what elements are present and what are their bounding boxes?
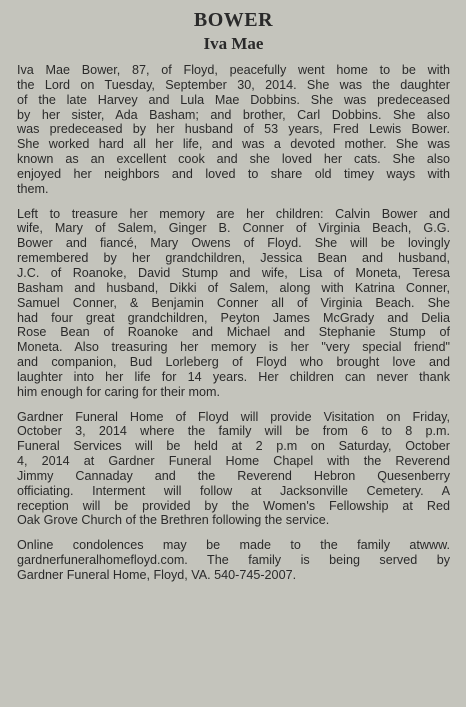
text-line: gardnerfuneralhomefloyd.com. The family is being served by [17,553,450,568]
text-line: Moneta. Also treasuring her memory is her "very special friend" [17,340,450,355]
text-line: She worked hard all her life, and was a devoted mother. She was [17,137,450,152]
text-line: by her sister, Ada Basham; and brother, Carl Dobbins. She also [17,107,450,122]
text-line: wife, Mary of Salem, Ginger B. Conner of Virginia Beach, G.G. [17,221,450,236]
paragraph-biography [17,63,450,197]
text-line: remembered by her grandchildren, Jessica Bean and husband, [17,251,450,266]
text-line: Iva Mae Bower, 87, of Floyd, peacefully went home to be with [17,63,450,77]
paragraph-condolences [17,538,450,583]
text-line: Basham and husband, Dikki of Salem, along with Katrina Conner, [17,280,450,295]
text-line: reception will be provided by the Women's Fellowship at Red [17,498,450,513]
text-line: and companion, Bud Lorleberg of Floyd who brought love and [17,355,450,370]
obituary-surname: BOWER [193,9,274,31]
text-line: had four great grandchildren, Peyton James McGrady and Delia [17,310,450,325]
text-line: Gardner Funeral Home of Floyd will provide Visitation on Friday, [17,409,450,424]
paragraph-services [17,410,450,529]
text-line: Rose Bean of Roanoke and Michael and Stephanie Stump of [17,325,450,340]
text-line: officiating. Interment will follow at Jacksonville Cemetery. A [17,483,450,498]
text-line: Jimmy Cannaday and the Reverend Hebron Quesenberry [17,468,450,483]
text-line: Samuel Conner, & Benjamin Conner all of Virginia Beach. She [17,295,450,310]
text-line: Gardner Funeral Home, Floyd, VA. 540-745-2007. [17,568,297,582]
text-line: October 3, 2014 where the family will be from 6 to 8 p.m. [17,424,450,439]
text-line: 4, 2014 at Gardner Funeral Home Chapel with the Reverend [17,454,450,469]
text-line: of the late Harvey and Lula Mae Dobbins. She was predeceased [17,92,450,107]
text-line: known as an excellent cook and she loved her cats. She also [17,152,450,167]
text-line: him enough for caring for their mom. [17,384,220,399]
text-line: was predeceased by her husband of 53 years, Fred Lewis Bower. [17,122,450,137]
text-line: Left to treasure her memory are her children: Calvin Bower and [17,206,450,221]
text-line: the Lord on Tuesday, September 30, 2014. She was the daughter [17,77,450,92]
text-line: Online condolences may be made to the family atwww. [17,538,450,553]
text-line: laughter into her life for 14 years. Her children can never thank [17,369,450,384]
paragraph-survivors [17,207,450,400]
obituary-given-name: Iva Mae [203,34,264,53]
text-line: enjoyed her neighbors and loved to share old timey ways with [17,166,450,181]
text-line: them. [17,181,49,196]
text-line: J.C. of Roanoke, David Stump and wife, Lisa of Moneta, Teresa [17,265,450,280]
text-line: Oak Grove Church of the Brethren following the service. [17,513,330,528]
text-line: Bower and fiancé, Mary Owens of Floyd. She will be lovingly [17,236,450,251]
text-line: Funeral Services will be held at 2 p.m on Saturday, October [17,439,450,454]
